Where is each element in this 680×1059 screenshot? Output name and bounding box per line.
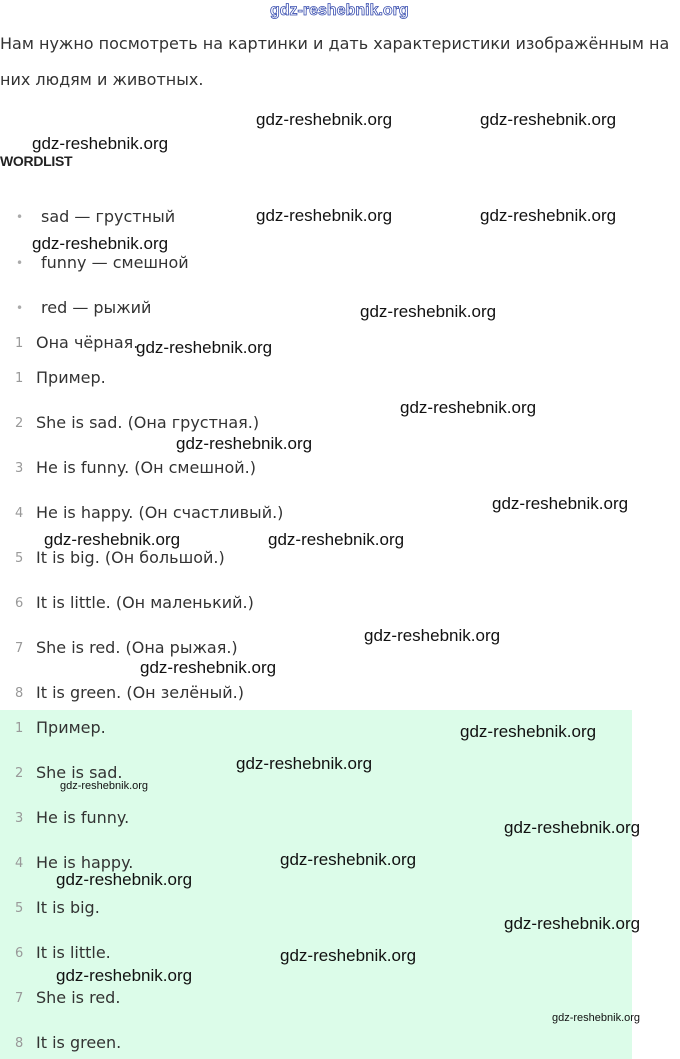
list-item: Она чёрная.	[36, 333, 139, 352]
intro-line-1: Нам нужно посмотреть на картинки и дать характеристики изображённым на	[0, 34, 670, 53]
list-item: She is sad. (Она грустная.)	[36, 413, 260, 432]
list-number: 7	[15, 641, 24, 656]
bullet-icon: •	[16, 210, 24, 224]
wordlist-item: funny — смешной	[41, 253, 189, 272]
list-item: He is funny. (Он смешной.)	[36, 458, 256, 477]
list-number: 4	[15, 506, 24, 521]
watermark: gdz-reshebnik.org	[364, 626, 501, 645]
watermark: gdz-reshebnik.org	[492, 494, 629, 513]
watermark: gdz-reshebnik.org	[460, 722, 597, 741]
list-number: 1	[15, 371, 24, 386]
watermark: gdz-reshebnik.org	[480, 110, 617, 129]
list-item: He is happy. (Он счастливый.)	[36, 503, 284, 522]
list-number: 8	[15, 1036, 24, 1051]
watermark: gdz-reshebnik.org	[504, 914, 641, 933]
list-number: 2	[15, 416, 24, 431]
list-item: It is little. (Он маленький.)	[36, 593, 254, 612]
watermark: gdz-reshebnik.org	[32, 134, 169, 153]
watermark: gdz-reshebnik.org	[236, 754, 373, 773]
list-number: 6	[15, 596, 24, 611]
list-number: 8	[15, 686, 24, 701]
answer-item: He is happy.	[36, 853, 134, 872]
watermark: gdz-reshebnik.org	[280, 946, 417, 965]
list-number: 7	[15, 991, 24, 1006]
answer-item: It is big.	[36, 898, 100, 917]
list-number: 4	[15, 856, 24, 871]
list-item: Пример.	[36, 368, 106, 387]
watermark: gdz-reshebnik.org	[56, 870, 193, 889]
list-item: She is red. (Она рыжая.)	[36, 638, 238, 657]
watermark: gdz-reshebnik.org	[400, 398, 537, 417]
watermark: gdz-reshebnik.org	[56, 966, 193, 985]
bullet-icon: •	[16, 256, 24, 270]
intro-line-2: них людям и животных.	[0, 70, 204, 89]
answer-item: She is red.	[36, 988, 121, 1007]
list-number: 1	[15, 721, 24, 736]
watermark-top: gdz-reshebnik.org	[270, 2, 409, 19]
answer-item: She is sad.	[36, 763, 123, 782]
list-number: 5	[15, 551, 24, 566]
list-number: 6	[15, 946, 24, 961]
wordlist-item: red — рыжий	[41, 298, 152, 317]
watermark: gdz-reshebnik.org	[136, 338, 273, 357]
wordlist-title: WORDLIST	[0, 153, 73, 169]
list-item: It is green. (Он зелёный.)	[36, 683, 244, 702]
watermark: gdz-reshebnik.org	[480, 206, 617, 225]
watermark: gdz-reshebnik.org	[256, 110, 393, 129]
list-number: 1	[15, 336, 24, 351]
watermark: gdz-reshebnik.org	[60, 780, 149, 792]
watermark: gdz-reshebnik.org	[268, 530, 405, 549]
watermark: gdz-reshebnik.org	[504, 818, 641, 837]
watermark: gdz-reshebnik.org	[552, 1012, 641, 1024]
watermark: gdz-reshebnik.org	[360, 302, 497, 321]
watermark: gdz-reshebnik.org	[256, 206, 393, 225]
list-number: 5	[15, 901, 24, 916]
list-number: 2	[15, 766, 24, 781]
answer-item: He is funny.	[36, 808, 130, 827]
answer-item: Пример.	[36, 718, 106, 737]
watermark: gdz-reshebnik.org	[44, 530, 181, 549]
watermark: gdz-reshebnik.org	[140, 658, 277, 677]
wordlist-item: sad — грустный	[41, 207, 176, 226]
answer-item: It is green.	[36, 1033, 122, 1052]
list-item: It is big. (Он большой.)	[36, 548, 225, 567]
list-number: 3	[15, 811, 24, 826]
list-number: 3	[15, 461, 24, 476]
watermark: gdz-reshebnik.org	[280, 850, 417, 869]
watermark: gdz-reshebnik.org	[176, 434, 313, 453]
watermark: gdz-reshebnik.org	[32, 234, 169, 253]
answer-item: It is little.	[36, 943, 111, 962]
bullet-icon: •	[16, 301, 24, 315]
